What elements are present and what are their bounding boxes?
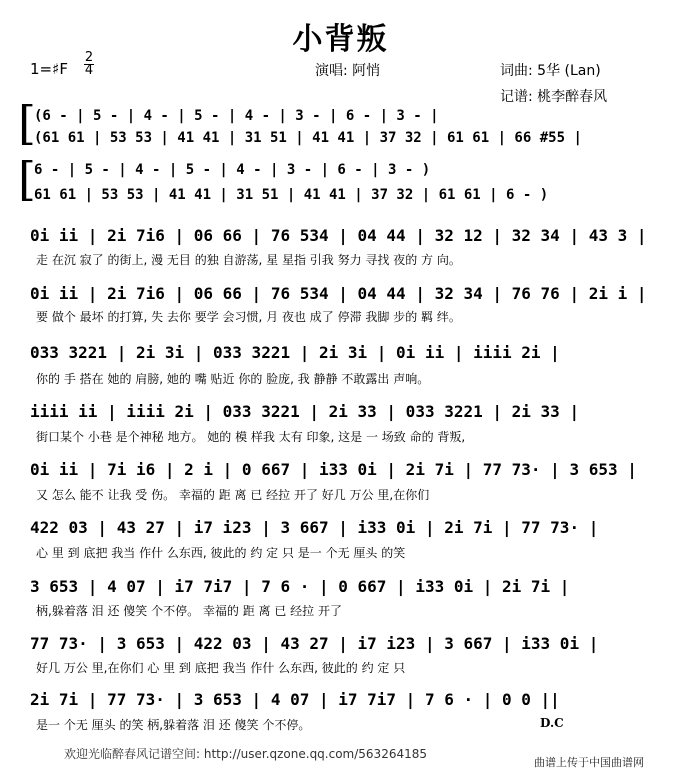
time-signature-bottom: 4 <box>84 63 94 78</box>
lyric-line-4: 街口某个 小巷 是个神秘 地方。 她的 模 样我 太有 印象, 这是 一 场致 命的 背叛, <box>36 430 466 444</box>
footer-site-credit: 曲谱上传于中国曲谱网 <box>534 756 644 769</box>
lyric-line-7: 柄,躲着落 泪 还 傻笑 个不停。 幸福的 距 离 已 经拉 开了 <box>36 604 342 618</box>
notation-line-5: 0i ii | 7i i6 | 2 i | 0 667 | i33 0i | 2i 7i | 77 73· | 3 653 | <box>30 460 637 479</box>
notation-line-4: iiii ii | iiii 2i | 033 3221 | 2i 33 | 033 3221 | 2i 33 | <box>30 402 580 421</box>
lyric-line-3: 你的 手 搭在 她的 肩膀, 她的 嘴 贴近 你的 脸庞, 我 静静 不敢露出 声响。 <box>36 372 430 386</box>
notation-line-3: 033 3221 | 2i 3i | 033 3221 | 2i 3i | 0i ii | iiii 2i | <box>30 343 560 362</box>
intro-brace-1: [ <box>18 96 36 150</box>
notation-line-1: 0i ii | 2i 7i6 | 06 66 | 76 534 | 04 44 | 32 12 | 32 34 | 43 3 | <box>30 226 647 245</box>
lyric-line-2: 要 做个 最坏 的打算, 失 去你 要学 会习惯, 月 夜也 成了 停滞 我脚 步的 羁 绊。 <box>36 310 461 324</box>
intro-row2-top: 6 - | 5 - | 4 - | 5 - | 4 - | 3 - | 6 - | 3 - ) <box>34 162 431 178</box>
singer-credit: 演唱: 阿悄 <box>315 63 381 79</box>
intro-brace-2: [ <box>18 152 36 206</box>
lyricist-credit: 词曲: 5华 (Lan) <box>500 63 601 79</box>
lyric-line-6: 心 里 到 底把 我当 作什 么东西, 彼此的 约 定 只 是一 个无 厘头 的笑 <box>36 546 406 560</box>
lyric-line-9: 是一 个无 厘头 的笑 柄,躲着落 泪 还 傻笑 个不停。 <box>36 718 311 732</box>
transcriber-credit: 记谱: 桃李醉春风 <box>500 89 608 105</box>
notation-line-9: 2i 7i | 77 73· | 3 653 | 4 07 | i7 7i7 | 7 6 · | 0 0 || <box>30 690 560 709</box>
lyric-line-5: 又 怎么 能不 让我 受 伤。 幸福的 距 离 已 经拉 开了 好几 万公 里,在你们 <box>36 488 430 502</box>
lyric-line-1: 走 在沉 寂了 的街上, 漫 无目 的独 自游荡, 星 星指 引我 努力 寻找 夜的 方 向。 <box>36 253 461 267</box>
time-signature <box>84 52 94 77</box>
intro-row1-top: (6 - | 5 - | 4 - | 5 - | 4 - | 3 - | 6 - | 3 - | <box>34 108 439 124</box>
notation-line-7: 3 653 | 4 07 | i7 7i7 | 7 6 · | 0 667 | i33 0i | 2i 7i | <box>30 577 570 596</box>
intro-row1-bottom: (61 61 | 53 53 | 41 41 | 31 51 | 41 41 | 37 32 | 61 61 | 66 #55 | <box>34 130 582 146</box>
time-signature-top: 2 <box>84 50 94 65</box>
key-signature: 1=♯F <box>30 60 68 78</box>
da-capo-mark: D.C <box>540 716 564 730</box>
song-title: 小背叛 <box>292 22 389 57</box>
intro-row2-bottom: 61 61 | 53 53 | 41 41 | 31 51 | 41 41 | 37 32 | 61 61 | 6 - ) <box>34 187 549 203</box>
notation-line-6: 422 03 | 43 27 | i7 i23 | 3 667 | i33 0i | 2i 7i | 77 73· | <box>30 518 599 537</box>
lyric-line-8: 好几 万公 里,在你们 心 里 到 底把 我当 作什 么东西, 彼此的 约 定 只 <box>36 661 406 675</box>
notation-line-8: 77 73· | 3 653 | 422 03 | 43 27 | i7 i23 | 3 667 | i33 0i | <box>30 634 599 653</box>
notation-line-2: 0i ii | 2i 7i6 | 06 66 | 76 534 | 04 44 | 32 34 | 76 76 | 2i i | <box>30 284 647 303</box>
footer-visit-link[interactable]: 欢迎光临醉春风记谱空间: http://user.qzone.qq.com/563264185 <box>64 747 428 761</box>
